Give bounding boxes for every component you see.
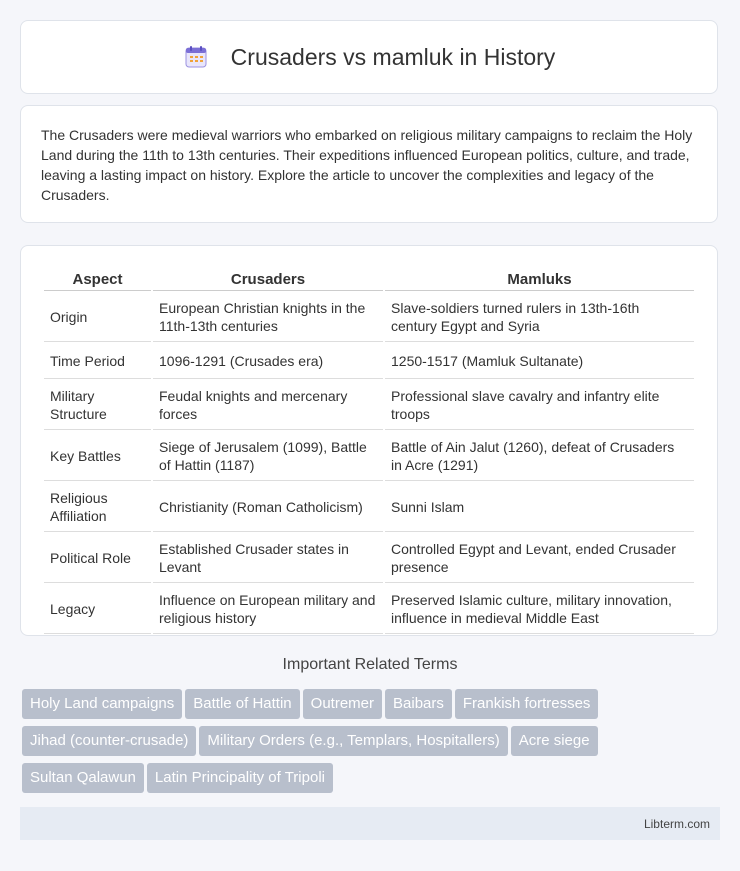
comparison-table (42, 266, 696, 636)
related-terms-list (22, 689, 722, 800)
table-cell: Military Structure (44, 381, 151, 430)
term-tag[interactable]: Jihad (counter-crusade) (22, 726, 196, 756)
term-tag[interactable]: Latin Principality of Tripoli (147, 763, 333, 793)
table-cell: Slave-soldiers turned rulers in 13th-16th century Egypt and Syria (385, 293, 694, 342)
table-cell: Siege of Jerusalem (1099), Battle of Hattin (1187) (153, 432, 383, 481)
table-cell: Sunni Islam (385, 483, 694, 532)
term-tag[interactable]: Sultan Qalawun (22, 763, 144, 793)
header-mamluks: Mamluks (385, 268, 694, 291)
term-tag[interactable]: Baibars (385, 689, 452, 719)
table-row (44, 344, 694, 379)
related-terms-title: Important Related Terms (282, 656, 458, 673)
term-tag[interactable]: Acre siege (511, 726, 598, 756)
header-crusaders: Crusaders (153, 268, 383, 291)
table-row (44, 293, 694, 342)
table-cell: Preserved Islamic culture, military innovation, influence in medieval Middle East (385, 585, 694, 634)
table-row (44, 534, 694, 583)
calendar-icon (183, 44, 209, 70)
header-aspect: Aspect (44, 268, 151, 291)
table-cell: 1250-1517 (Mamluk Sultanate) (385, 344, 694, 379)
footer (20, 807, 720, 840)
table-row (44, 381, 694, 430)
intro-card (20, 105, 718, 223)
title-card (20, 20, 718, 94)
comparison-table-card (20, 245, 718, 636)
table-row (44, 585, 694, 634)
table-cell: Key Battles (44, 432, 151, 481)
term-tag[interactable]: Outremer (303, 689, 382, 719)
table-cell: 1096-1291 (Crusades era) (153, 344, 383, 379)
table-cell: Controlled Egypt and Levant, ended Crusader presence (385, 534, 694, 583)
page-title: Crusaders vs mamluk in History (230, 43, 556, 70)
term-tag[interactable]: Battle of Hattin (185, 689, 299, 719)
table-cell: Battle of Ain Jalut (1260), defeat of Crusaders in Acre (1291) (385, 432, 694, 481)
term-tag[interactable]: Holy Land campaigns (22, 689, 182, 719)
term-tag[interactable]: Military Orders (e.g., Templars, Hospitallers) (199, 726, 507, 756)
table-cell: Feudal knights and mercenary forces (153, 381, 383, 430)
table-cell: Professional slave cavalry and infantry elite troops (385, 381, 694, 430)
table-cell: Legacy (44, 585, 151, 634)
table-cell: Established Crusader states in Levant (153, 534, 383, 583)
table-cell: Time Period (44, 344, 151, 379)
table-row (44, 432, 694, 481)
term-tag[interactable]: Frankish fortresses (455, 689, 599, 719)
footer-site-link[interactable]: Libterm.com (643, 817, 710, 831)
table-cell: Political Role (44, 534, 151, 583)
table-cell: Religious Affiliation (44, 483, 151, 532)
table-row (44, 483, 694, 532)
table-cell: Christianity (Roman Catholicism) (153, 483, 383, 532)
table-cell: Origin (44, 293, 151, 342)
table-cell: Influence on European military and religious history (153, 585, 383, 634)
table-cell: European Christian knights in the 11th-13th centuries (153, 293, 383, 342)
intro-text: The Crusaders were medieval warriors who embarked on religious military campaigns to reclaim the Holy Land during the 11th to 13th centuries. Their expeditions influenced European politics, culture, and trade, leaving a lasting impact on history. Explore the article to uncover the complexities and legacy of the Crusaders. (41, 127, 693, 203)
